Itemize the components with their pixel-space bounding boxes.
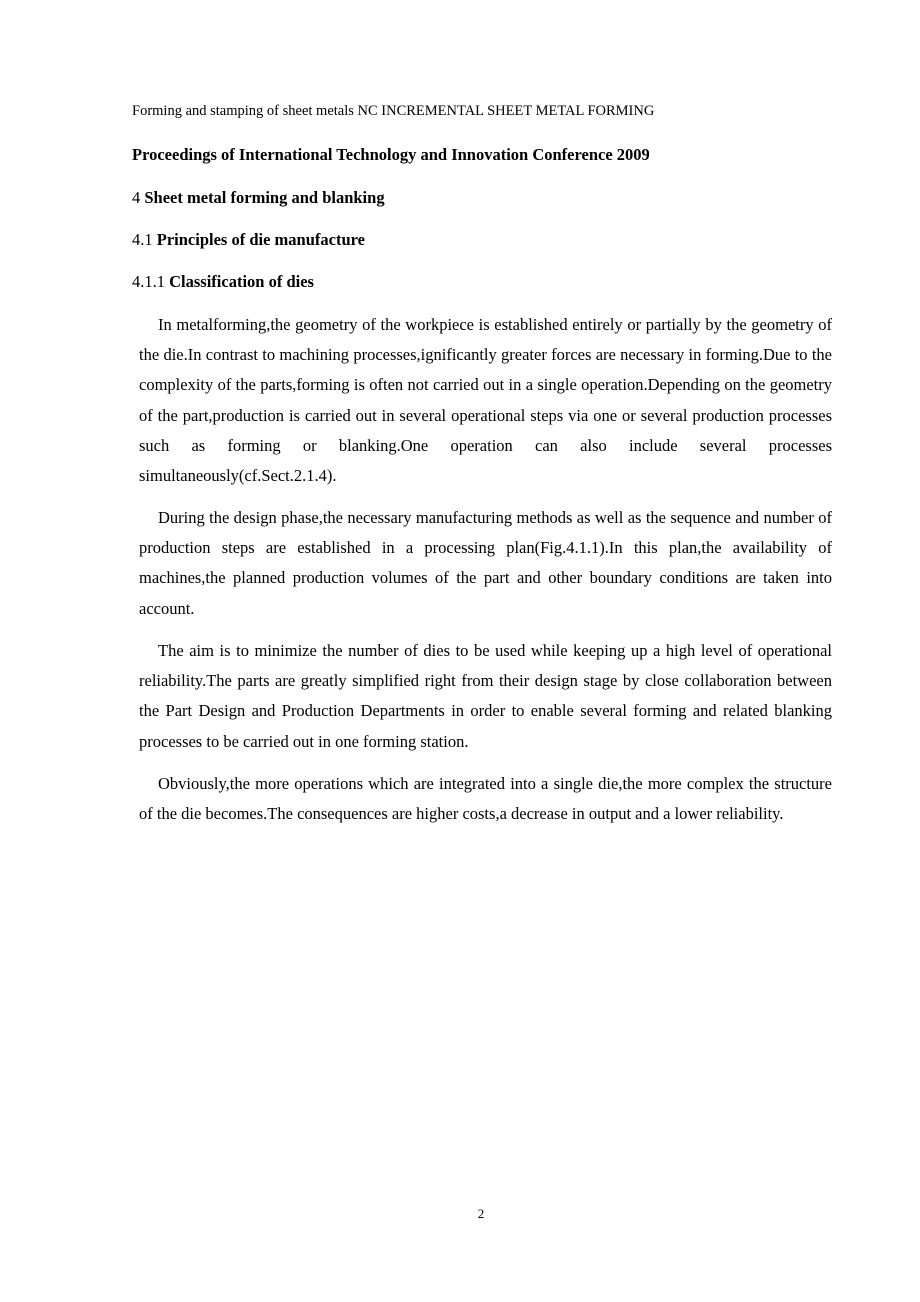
section-heading-4	[132, 188, 385, 208]
section-title: Principles of die manufacture	[156, 230, 365, 249]
paragraph-text: During the design phase,the necessary manufacturing methods as well as the sequence and number of production steps are established in a processing plan(Fig.4.1.1).In this plan,the availability of machines,the planned production volumes of the part and other boundary conditions are taken into account.	[139, 508, 832, 618]
section-number: 4.1.1	[132, 272, 165, 291]
page-number: 2	[477, 1206, 485, 1221]
section-title: Sheet metal forming and blanking	[144, 188, 385, 207]
body-paragraph-3	[139, 636, 832, 757]
paragraph-text: Obviously,the more operations which are integrated into a single die,the more complex the structure of the die becomes.The consequences are higher costs,a decrease in output and a lower reliability.	[139, 774, 832, 824]
section-title: Classification of dies	[169, 272, 314, 291]
section-heading-4-1-1	[132, 272, 314, 292]
section-number: 4	[132, 188, 141, 207]
running-header: Forming and stamping of sheet metals NC INCREMENTAL SHEET METAL FORMING	[132, 103, 655, 119]
paragraph-text: The aim is to minimize the number of dies to be used while keeping up a high level of operational reliability.The parts are greatly simplified right from their design stage by close collaboration between the Part Design and Production Departments in order to enable several forming and related blanking processes to be carried out in one forming station.	[139, 641, 832, 751]
paragraph-text: In metalforming,the geometry of the workpiece is established entirely or partially by the geometry of the die.In contrast to machining processes,ignificantly greater forces are necessary in forming.Due to the complexity of the parts,forming is often not carried out in a single operation.Depending on the geometry of the part,production is carried out in several operational steps via one or several production processes such as forming or blanking.One operation can also include several processes simultaneously(cf.Sect.2.1.4).	[139, 315, 832, 486]
body-paragraph-2	[139, 503, 832, 624]
body-paragraph-1	[139, 310, 832, 491]
body-paragraph-4	[139, 769, 832, 829]
section-heading-4-1	[132, 230, 365, 250]
section-number: 4.1	[132, 230, 153, 249]
proceedings-title: Proceedings of International Technology and Innovation Conference 2009	[132, 145, 650, 164]
